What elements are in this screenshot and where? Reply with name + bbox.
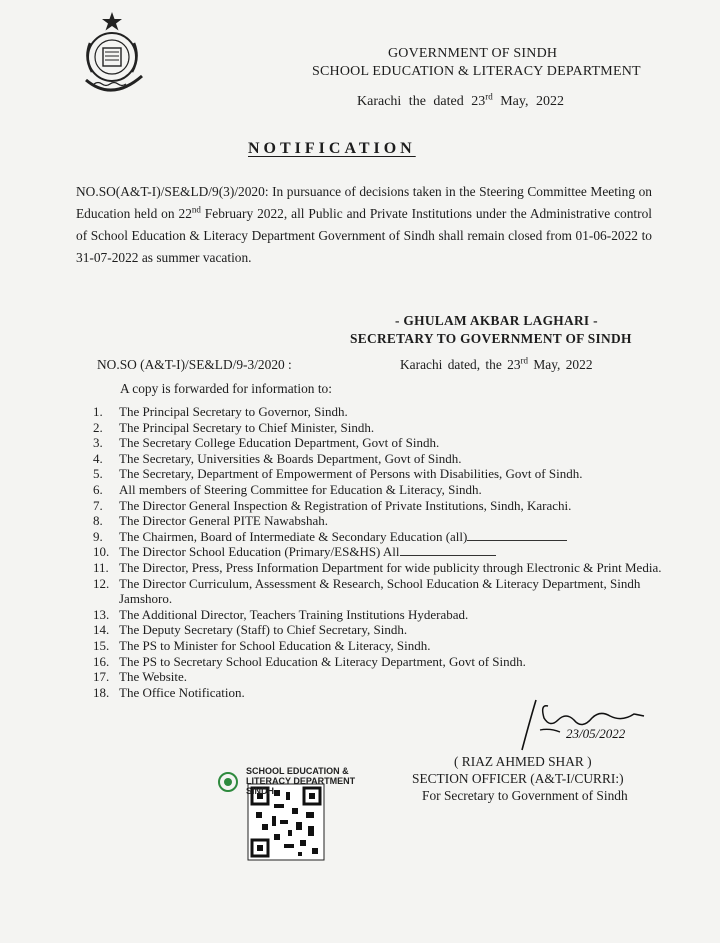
blank-line xyxy=(400,545,496,556)
reference-number: NO.SO (A&T-I)/SE&LD/9-3/2020 : xyxy=(97,357,292,372)
list-item: 13. The Additional Director, Teachers Training Institutions Hyderabad. xyxy=(93,606,469,622)
list-item: 15. The PS to Minister for School Education & Literacy, Sindh. xyxy=(93,637,431,653)
department-heading: SCHOOL EDUCATION & LITERACY DEPARTMENT xyxy=(312,64,641,79)
list-item: 8. The Director General PITE Nawabshah. xyxy=(93,513,328,529)
reference-date: Karachi dated, the 23rd May, 2022 xyxy=(400,355,593,372)
list-item: 14. The Deputy Secretary (Staff) to Chief Secretary, Sindh. xyxy=(93,622,408,638)
list-item: 18. The Office Notification. xyxy=(93,684,245,700)
section-officer-name: ( RIAZ AHMED SHAR ) xyxy=(454,754,592,769)
government-heading: GOVERNMENT OF SINDH xyxy=(388,46,558,61)
list-item: 5. The Secretary, Department of Empowerment of Persons with Disabilities, Govt of Sindh. xyxy=(93,466,583,482)
section-officer-title: SECTION OFFICER (A&T-I/CURRI:) xyxy=(412,771,624,786)
list-item: 7. The Director General Inspection & Registration of Private Institutions, Sindh, Karachi. xyxy=(93,497,572,513)
list-item: 2. The Principal Secretary to Chief Minister, Sindh. xyxy=(93,419,375,435)
handwritten-signature xyxy=(500,690,650,762)
list-item: 4. The Secretary, Universities & Boards Department, Govt of Sindh. xyxy=(93,450,462,466)
list-item: 10. The Director School Education (Primary/ES&HS) All xyxy=(93,544,673,560)
list-item: 9. The Chairmen, Board of Intermediate & Secondary Education (all) xyxy=(93,529,673,545)
sindh-government-emblem xyxy=(76,10,148,98)
recipient-list xyxy=(93,404,673,700)
secretary-title: SECRETARY TO GOVERNMENT OF SINDH xyxy=(350,331,632,346)
section-officer-block xyxy=(412,753,628,804)
copy-intro: A copy is forwarded for information to: xyxy=(120,381,332,396)
notification-title: NOTIFICATION xyxy=(248,140,416,157)
list-item: 12. The Director Curriculum, Assessment & Research, School Education & Literacy Department, Sindh Jamshoro. xyxy=(93,575,641,607)
issue-date: Karachi the dated 23rd May, 2022 xyxy=(357,91,564,109)
svg-text:23/05/2022: 23/05/2022 xyxy=(566,726,626,741)
blank-line xyxy=(467,530,567,541)
list-item: 6. All members of Steering Committee for Education & Literacy, Sindh. xyxy=(93,481,482,497)
section-officer-for: For Secretary to Government of Sindh xyxy=(422,788,628,803)
secretary-name: - GHULAM AKBAR LAGHARI - xyxy=(395,313,598,328)
list-item: 11. The Director, Press, Press Information Department for wide publicity through Electronic & Print Media. xyxy=(93,559,662,575)
list-item: 17. The Website. xyxy=(93,669,188,685)
list-item: 16. The PS to Secretary School Education & Literacy Department, Govt of Sindh. xyxy=(93,653,526,669)
list-item: 1. The Principal Secretary to Governor, Sindh. xyxy=(93,404,348,419)
list-item: 3. The Secretary College Education Department, Govt of Sindh. xyxy=(93,435,440,451)
notification-body: NO.SO(A&T-I)/SE&LD/9(3)/2020: In pursuance of decisions taken in the Steering Committee Meeting on Education held on 22nd February 2022, all Public and Private Institutions under the Administrative control of School Education & Literacy Department Government of Sindh shall remain closed from 01-06-2022 to 31-07-2022 as summer vacation. xyxy=(76,184,652,265)
department-stamp-text: SCHOOL EDUCATION & LITERACY DEPARTMENT SINDH xyxy=(246,766,356,796)
